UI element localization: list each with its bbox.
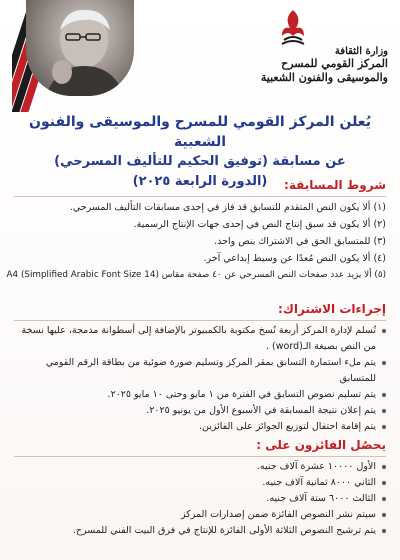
condition-item: (٢) ألا يكون قد سبق إنتاج النص في إحدى جهات الإنتاج الرسمية. [133, 219, 386, 230]
center-logo [278, 8, 308, 48]
condition-item: (٥) ألا يزيد عدد صفحات النص المسرحي عن ٤٠ صفحة مقاس A4 (Simplified Arabic Font Size 14) [6, 270, 386, 280]
title-line-1: يُعلن المركز القومي للمسرح والموسيقى والفنون الشعبية [29, 114, 371, 150]
portrait-photo [26, 0, 134, 96]
procedure-item: يتم تسليم نصوص التسابق في الفترة من ١ مايو وحتى ١٠ مايو ٢٠٢٥. [14, 387, 386, 403]
divider [14, 456, 386, 457]
conditions-section [6, 176, 386, 284]
condition-item: (٤) ألا يكون النص مُعدًا عن وسيط إبداعي آخر. [203, 253, 386, 264]
procedures-section [14, 300, 386, 435]
procedure-item: يتم ملء استمارة التسابق بمقر المركز وتسليم صورة ضوئية من بطاقة الرقم القومي للمتسابق [14, 355, 386, 387]
prize-item: الأول ١٠٠٠٠ عشرة آلاف جنيه. [14, 459, 386, 475]
ministry-line-1: وزارة الثقافة [334, 46, 388, 57]
procedure-item-continued: من النص بصيغة الـ(word) . [266, 341, 376, 352]
divider [14, 320, 386, 321]
title-line-2: عن مسابقة (توفيق الحكيم للتأليف المسرحي) [54, 154, 346, 169]
procedure-item: تُسلم لإدارة المركز أربعة نُسخ مكتوبة بالكمبيوتر بالإضافة إلى أسطوانة مدمجة، عليها نسخة [14, 323, 386, 339]
ministry-line-2: المركز القومي للمسرح [281, 57, 388, 70]
prize-item: الثاني ٨٠٠٠ ثمانية آلاف جنيه. [14, 475, 386, 491]
divider [14, 196, 386, 197]
ministry-line-3: والموسيقى والفنون الشعبية [260, 71, 388, 84]
procedure-item: يتم إعلان نتيجة المسابقة في الأسبوع الأول من يونيو ٢٠٢٥. [14, 403, 386, 419]
prize-item: سيتم نشر النصوص الفائزة ضمن إصدارات المركز [14, 507, 386, 523]
winners-title: يحصُل الفائزون على : [256, 438, 386, 452]
ministry-name [248, 46, 388, 85]
procedures-title: إجراءات الاشتراك: [278, 302, 386, 316]
procedure-item: يتم إقامة احتفال لتوزيع الجوائز على الفائزين. [14, 419, 386, 435]
prize-item: الثالث ٦٠٠٠ ستة آلاف جنيه. [14, 491, 386, 507]
conditions-title: شروط المسابقة: [284, 178, 386, 192]
condition-item: (٣) للمتسابق الحق في الاشتراك بنص واحد. [214, 236, 386, 247]
header [0, 0, 400, 112]
winners-section [14, 436, 386, 539]
title-line-3: (الدورة الرابعة ٢٠٢٥) [132, 174, 268, 189]
prize-item: يتم ترشيح النصوص الثلاثة الأولى الفائزة للإنتاج في فرق البيت الفني للمسرح. [14, 523, 386, 539]
condition-item: (١) ألا يكون النص المتقدم للتسابق قد فاز في إحدى مسابقات التأليف المسرحي. [69, 202, 386, 213]
